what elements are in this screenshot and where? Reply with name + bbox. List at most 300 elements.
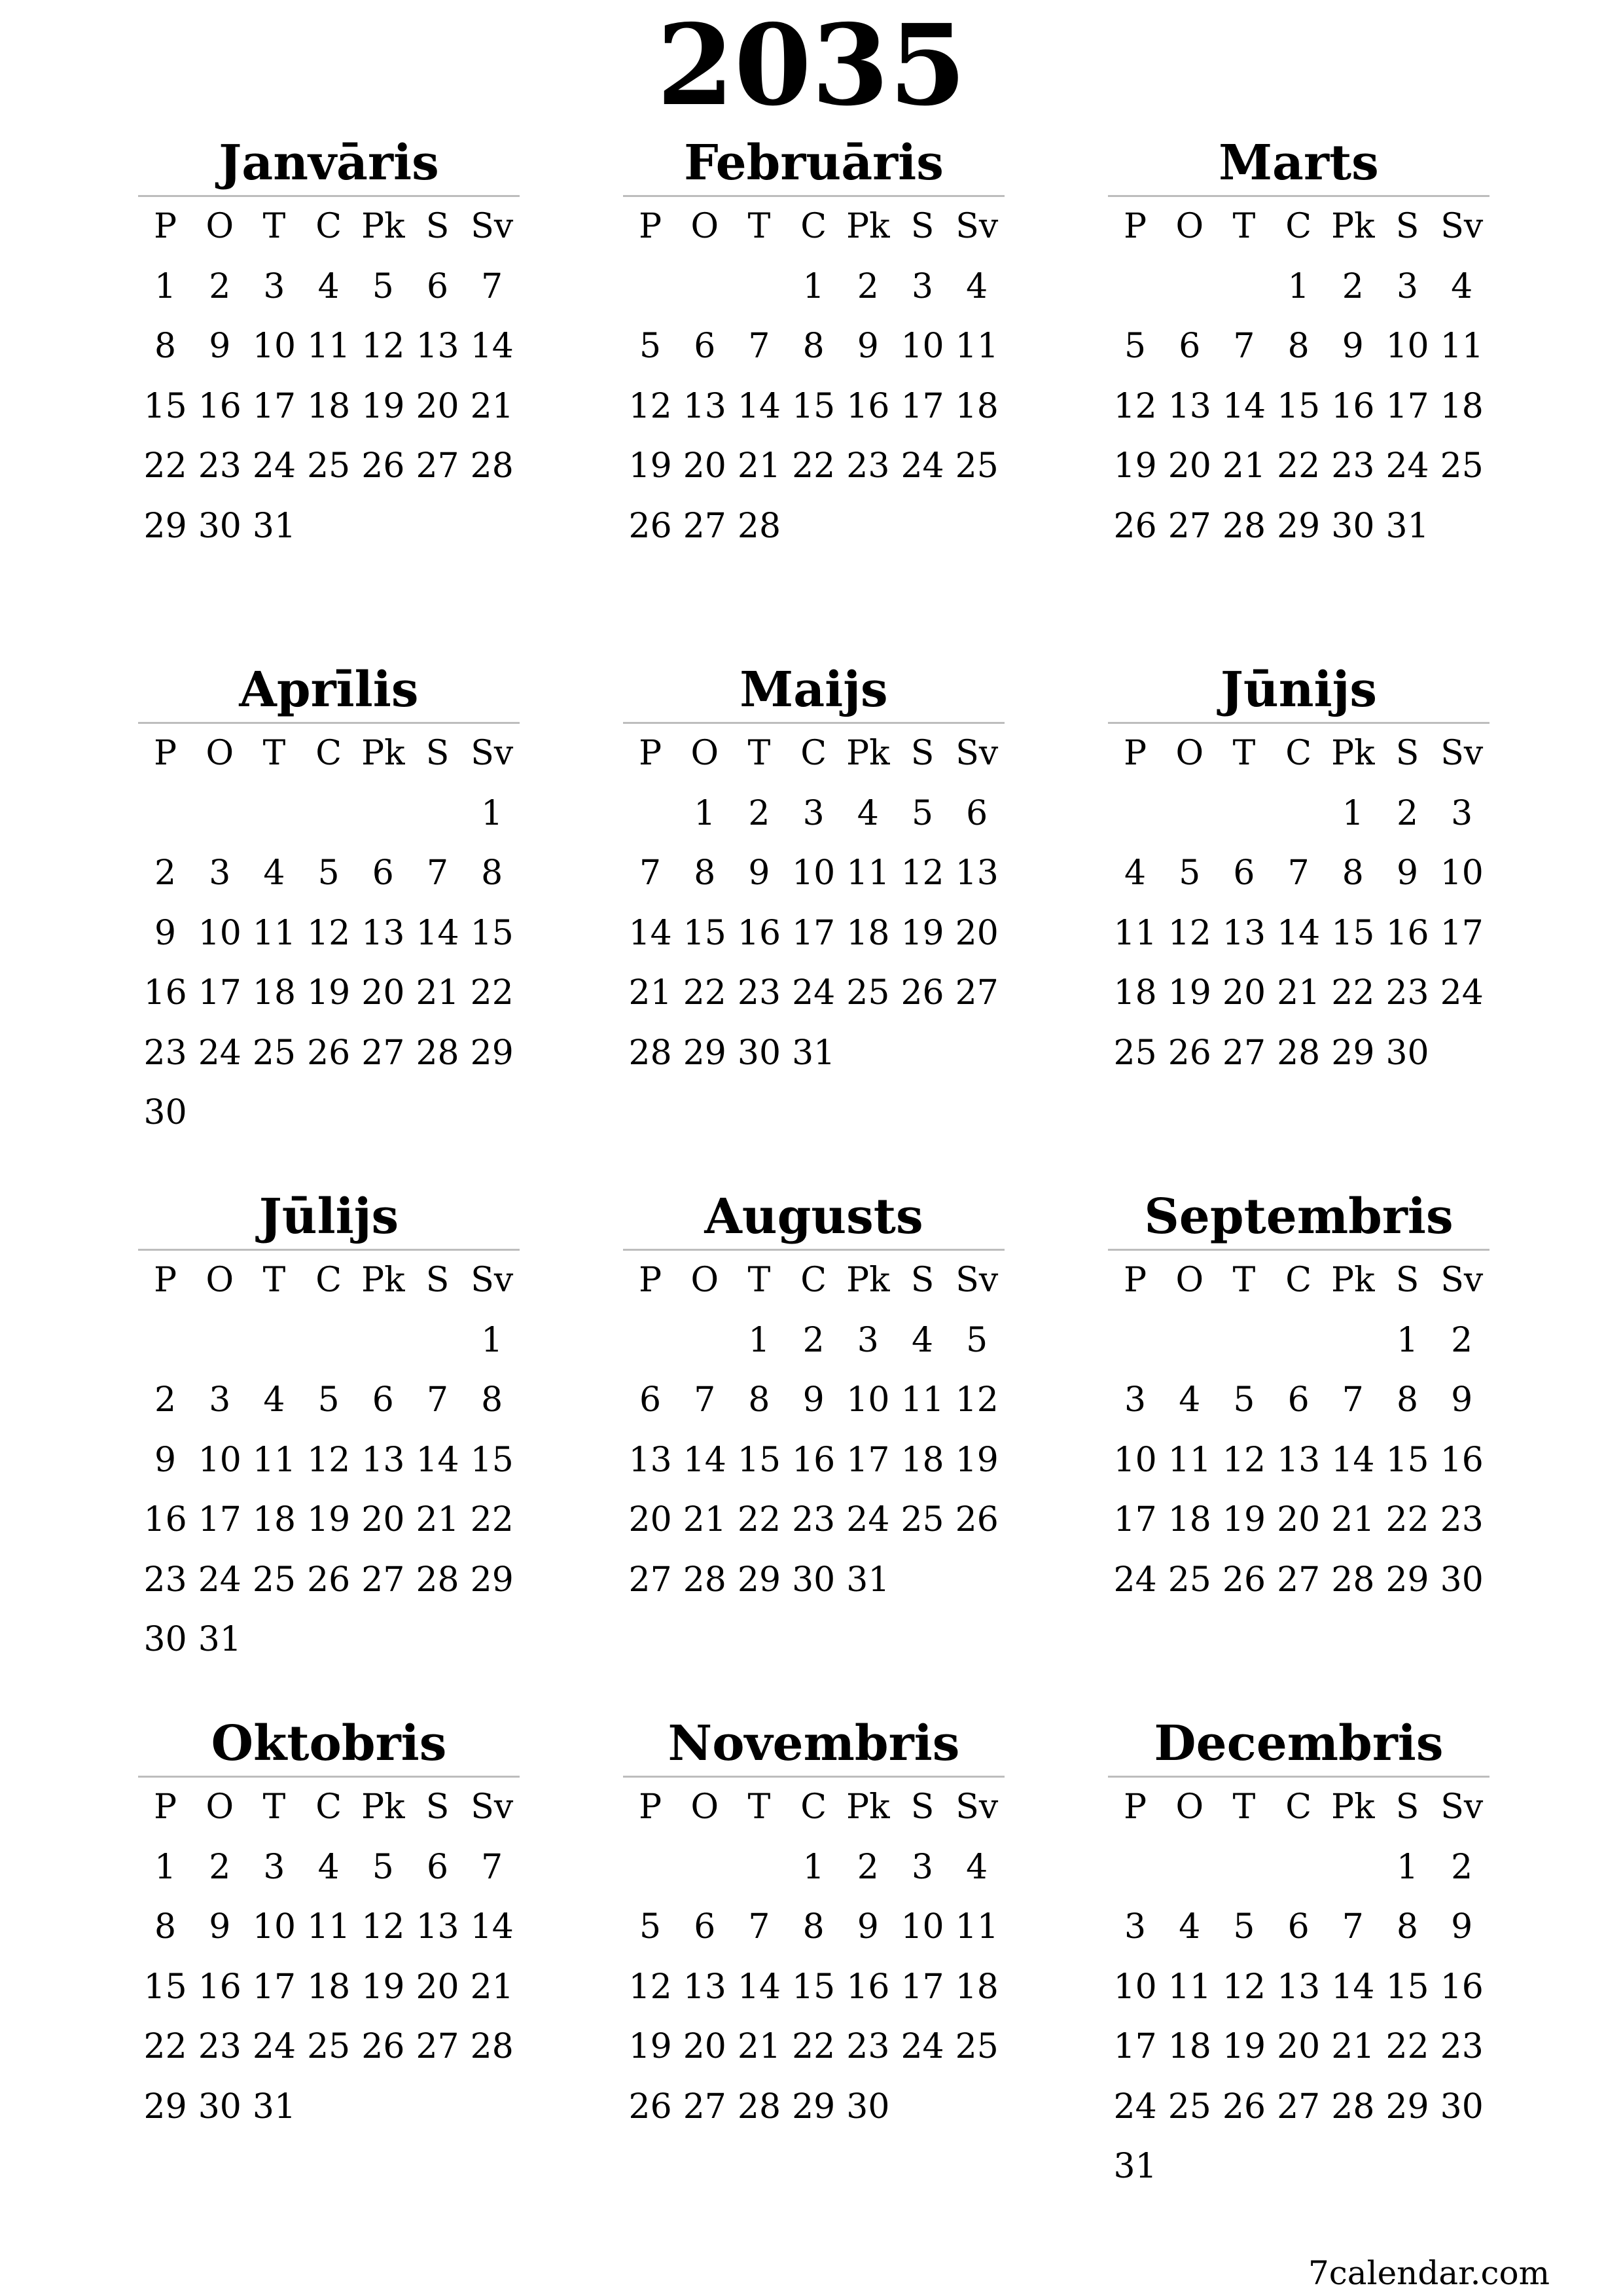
day-cell: 13 bbox=[683, 386, 726, 426]
day-cell: 29 bbox=[470, 1033, 514, 1073]
day-cell: 16 bbox=[1385, 913, 1429, 953]
day-cell: 8 bbox=[802, 1907, 825, 1946]
day-cell: 1 bbox=[154, 1847, 177, 1887]
weekday-header: Pk bbox=[846, 207, 890, 246]
weekday-header: T bbox=[747, 1787, 771, 1827]
day-cell: 5 bbox=[966, 1320, 988, 1360]
day-cell: 23 bbox=[792, 1500, 836, 1539]
day-cell: 10 bbox=[252, 327, 296, 366]
day-cell: 8 bbox=[481, 853, 503, 893]
day-cell: 24 bbox=[1440, 973, 1484, 1013]
day-cell: 30 bbox=[143, 1093, 187, 1132]
day-cell: 6 bbox=[1287, 1907, 1310, 1946]
month-block bbox=[1108, 1185, 1489, 1610]
day-cell: 3 bbox=[911, 266, 934, 306]
weekday-header: P bbox=[1124, 207, 1147, 246]
day-cell: 18 bbox=[955, 386, 999, 426]
day-cell: 30 bbox=[792, 1560, 836, 1600]
empty-day-cell bbox=[1162, 257, 1217, 317]
day-cell: 4 bbox=[1451, 266, 1473, 306]
day-cell: 6 bbox=[426, 1847, 449, 1887]
day-cell: 12 bbox=[307, 1440, 351, 1480]
day-cell: 4 bbox=[1179, 1907, 1201, 1946]
day-cell: 24 bbox=[198, 1033, 241, 1073]
day-cell: 1 bbox=[1396, 1847, 1419, 1887]
weekday-header: T bbox=[262, 1261, 286, 1300]
day-cell: 19 bbox=[628, 446, 672, 486]
weekday-header: Pk bbox=[361, 1787, 405, 1827]
weekday-header: O bbox=[1175, 207, 1204, 246]
weekday-header: Sv bbox=[471, 207, 514, 246]
day-cell: 3 bbox=[1396, 266, 1419, 306]
day-cell: 4 bbox=[857, 793, 879, 833]
weekday-header: Sv bbox=[1440, 734, 1484, 773]
weekday-header: C bbox=[1285, 1261, 1312, 1300]
day-cell: 4 bbox=[317, 266, 340, 306]
day-cell: 27 bbox=[1277, 2087, 1321, 2126]
day-cell: 22 bbox=[792, 2027, 836, 2066]
month-block bbox=[1108, 131, 1489, 556]
weekday-header: S bbox=[1395, 1261, 1419, 1300]
day-cell: 30 bbox=[1440, 1560, 1484, 1600]
day-cell: 28 bbox=[628, 1033, 672, 1073]
day-cell: 9 bbox=[154, 1440, 177, 1480]
day-cell: 10 bbox=[1385, 327, 1429, 366]
month-day-grid bbox=[138, 1778, 520, 2137]
day-cell: 2 bbox=[1451, 1847, 1473, 1887]
day-cell: 13 bbox=[361, 913, 405, 953]
day-cell: 19 bbox=[1222, 1500, 1266, 1539]
day-cell: 30 bbox=[198, 506, 241, 546]
day-cell: 5 bbox=[372, 1847, 394, 1887]
day-cell: 21 bbox=[628, 973, 672, 1013]
day-cell: 13 bbox=[1277, 1967, 1321, 2007]
day-cell: 8 bbox=[154, 1907, 177, 1946]
day-cell: 7 bbox=[1287, 853, 1310, 893]
day-cell: 4 bbox=[263, 853, 285, 893]
weekday-header: C bbox=[315, 207, 342, 246]
day-cell: 17 bbox=[198, 1500, 241, 1539]
day-cell: 14 bbox=[683, 1440, 726, 1480]
weekday-header: Sv bbox=[955, 734, 999, 773]
day-cell: 7 bbox=[639, 853, 662, 893]
day-cell: 10 bbox=[1113, 1440, 1157, 1480]
day-cell: 9 bbox=[748, 853, 770, 893]
day-cell: 3 bbox=[263, 1847, 285, 1887]
day-cell: 12 bbox=[361, 1907, 405, 1946]
day-cell: 23 bbox=[198, 2027, 241, 2066]
weekday-header: S bbox=[910, 1787, 935, 1827]
day-cell: 8 bbox=[748, 1380, 770, 1420]
day-cell: 17 bbox=[1385, 386, 1429, 426]
empty-day-cell bbox=[247, 784, 301, 844]
month-block bbox=[623, 1185, 1005, 1610]
day-cell: 8 bbox=[694, 853, 716, 893]
day-cell: 12 bbox=[1113, 386, 1157, 426]
weekday-header: O bbox=[690, 1261, 719, 1300]
day-cell: 25 bbox=[846, 973, 890, 1013]
day-cell: 4 bbox=[1179, 1380, 1201, 1420]
month-name: Marts bbox=[1108, 131, 1489, 197]
day-cell: 2 bbox=[154, 853, 177, 893]
day-cell: 6 bbox=[1233, 853, 1255, 893]
day-cell: 1 bbox=[1342, 793, 1364, 833]
day-cell: 28 bbox=[1222, 506, 1266, 546]
weekday-header: O bbox=[1175, 1261, 1204, 1300]
empty-day-cell bbox=[410, 784, 465, 844]
month-name: Novembris bbox=[623, 1712, 1005, 1778]
day-cell: 29 bbox=[1277, 506, 1321, 546]
weekday-header: O bbox=[1175, 734, 1204, 773]
day-cell: 17 bbox=[1440, 913, 1484, 953]
weekday-header: S bbox=[1395, 734, 1419, 773]
day-cell: 16 bbox=[198, 1967, 241, 2007]
day-cell: 18 bbox=[1168, 2027, 1211, 2066]
day-cell: 2 bbox=[1451, 1320, 1473, 1360]
day-cell: 21 bbox=[1331, 1500, 1375, 1539]
day-cell: 29 bbox=[683, 1033, 726, 1073]
day-cell: 29 bbox=[737, 1560, 781, 1600]
weekday-header: Sv bbox=[955, 1261, 999, 1300]
weekday-header: O bbox=[205, 1261, 234, 1300]
empty-day-cell bbox=[410, 1311, 465, 1371]
empty-day-cell bbox=[1162, 1838, 1217, 1898]
day-cell: 25 bbox=[252, 1560, 296, 1600]
day-cell: 31 bbox=[252, 2087, 296, 2126]
day-cell: 1 bbox=[694, 793, 716, 833]
day-cell: 17 bbox=[252, 1967, 296, 2007]
day-cell: 12 bbox=[901, 853, 944, 893]
day-cell: 29 bbox=[792, 2087, 836, 2126]
day-cell: 4 bbox=[966, 1847, 988, 1887]
empty-day-cell bbox=[1272, 784, 1326, 844]
day-cell: 19 bbox=[307, 973, 351, 1013]
day-cell: 1 bbox=[802, 1847, 825, 1887]
month-block bbox=[138, 1185, 520, 1670]
day-cell: 3 bbox=[911, 1847, 934, 1887]
empty-day-cell bbox=[732, 1838, 786, 1898]
empty-day-cell bbox=[192, 1311, 247, 1371]
day-cell: 27 bbox=[361, 1560, 405, 1600]
day-cell: 18 bbox=[252, 973, 296, 1013]
day-cell: 12 bbox=[955, 1380, 999, 1420]
day-cell: 27 bbox=[628, 1560, 672, 1600]
day-cell: 19 bbox=[361, 386, 405, 426]
day-cell: 21 bbox=[470, 386, 514, 426]
empty-day-cell bbox=[247, 1311, 301, 1371]
day-cell: 28 bbox=[683, 1560, 726, 1600]
day-cell: 7 bbox=[1342, 1907, 1364, 1946]
day-cell: 18 bbox=[307, 386, 351, 426]
month-name: Septembris bbox=[1108, 1185, 1489, 1251]
day-cell: 30 bbox=[1385, 1033, 1429, 1073]
weekday-header: O bbox=[690, 207, 719, 246]
day-cell: 20 bbox=[1222, 973, 1266, 1013]
weekday-header: O bbox=[690, 734, 719, 773]
day-cell: 4 bbox=[1124, 853, 1147, 893]
day-cell: 13 bbox=[416, 1907, 459, 1946]
day-cell: 6 bbox=[639, 1380, 662, 1420]
day-cell: 6 bbox=[694, 327, 716, 366]
weekday-header: P bbox=[154, 1787, 177, 1827]
empty-day-cell bbox=[623, 257, 677, 317]
day-cell: 10 bbox=[901, 327, 944, 366]
day-cell: 13 bbox=[1277, 1440, 1321, 1480]
weekday-header: T bbox=[262, 734, 286, 773]
day-cell: 15 bbox=[683, 913, 726, 953]
day-cell: 28 bbox=[416, 1033, 459, 1073]
day-cell: 3 bbox=[1124, 1380, 1147, 1420]
weekday-header: Sv bbox=[1440, 207, 1484, 246]
day-cell: 3 bbox=[802, 793, 825, 833]
weekday-header: C bbox=[315, 1261, 342, 1300]
month-name: Augusts bbox=[623, 1185, 1005, 1251]
day-cell: 19 bbox=[1222, 2027, 1266, 2066]
day-cell: 9 bbox=[857, 327, 879, 366]
day-cell: 29 bbox=[143, 2087, 187, 2126]
day-cell: 5 bbox=[911, 793, 934, 833]
weekday-header: P bbox=[639, 1787, 662, 1827]
weekday-header: P bbox=[1124, 1787, 1147, 1827]
month-block bbox=[623, 658, 1005, 1083]
day-cell: 15 bbox=[792, 1967, 836, 2007]
day-cell: 20 bbox=[628, 1500, 672, 1539]
month-day-grid bbox=[138, 197, 520, 556]
day-cell: 18 bbox=[955, 1967, 999, 2007]
day-cell: 27 bbox=[361, 1033, 405, 1073]
day-cell: 6 bbox=[1179, 327, 1201, 366]
weekday-header: Sv bbox=[955, 207, 999, 246]
day-cell: 25 bbox=[252, 1033, 296, 1073]
day-cell: 12 bbox=[361, 327, 405, 366]
day-cell: 25 bbox=[307, 2027, 351, 2066]
weekday-header: S bbox=[1395, 207, 1419, 246]
day-cell: 5 bbox=[639, 327, 662, 366]
day-cell: 6 bbox=[694, 1907, 716, 1946]
day-cell: 11 bbox=[955, 1907, 999, 1946]
day-cell: 19 bbox=[1168, 973, 1211, 1013]
day-cell: 2 bbox=[209, 266, 231, 306]
day-cell: 14 bbox=[628, 913, 672, 953]
weekday-header: Sv bbox=[471, 1787, 514, 1827]
day-cell: 5 bbox=[1179, 853, 1201, 893]
day-cell: 24 bbox=[846, 1500, 890, 1539]
month-name: Jūlijs bbox=[138, 1185, 520, 1251]
day-cell: 22 bbox=[1331, 973, 1375, 1013]
day-cell: 23 bbox=[1440, 1500, 1484, 1539]
day-cell: 17 bbox=[198, 973, 241, 1013]
day-cell: 3 bbox=[1124, 1907, 1147, 1946]
year-title: 2035 bbox=[656, 0, 967, 131]
weekday-header: C bbox=[1285, 734, 1312, 773]
day-cell: 21 bbox=[683, 1500, 726, 1539]
day-cell: 17 bbox=[1113, 2027, 1157, 2066]
month-name: Janvāris bbox=[138, 131, 520, 197]
day-cell: 28 bbox=[416, 1560, 459, 1600]
day-cell: 25 bbox=[901, 1500, 944, 1539]
day-cell: 23 bbox=[737, 973, 781, 1013]
day-cell: 27 bbox=[683, 2087, 726, 2126]
empty-day-cell bbox=[1272, 1838, 1326, 1898]
month-name: Oktobris bbox=[138, 1712, 520, 1778]
weekday-header: P bbox=[639, 1261, 662, 1300]
day-cell: 16 bbox=[198, 386, 241, 426]
weekday-header: S bbox=[425, 1261, 450, 1300]
day-cell: 10 bbox=[846, 1380, 890, 1420]
day-cell: 5 bbox=[1124, 327, 1147, 366]
empty-day-cell bbox=[732, 257, 786, 317]
weekday-header: P bbox=[639, 734, 662, 773]
day-cell: 11 bbox=[1168, 1440, 1211, 1480]
day-cell: 28 bbox=[1277, 1033, 1321, 1073]
day-cell: 23 bbox=[1385, 973, 1429, 1013]
month-name: Jūnijs bbox=[1108, 658, 1489, 724]
weekday-header: P bbox=[154, 207, 177, 246]
day-cell: 23 bbox=[143, 1560, 187, 1600]
day-cell: 1 bbox=[481, 793, 503, 833]
weekday-header: C bbox=[315, 1787, 342, 1827]
day-cell: 16 bbox=[1440, 1440, 1484, 1480]
day-cell: 9 bbox=[1451, 1907, 1473, 1946]
day-cell: 31 bbox=[792, 1033, 836, 1073]
day-cell: 12 bbox=[307, 913, 351, 953]
day-cell: 15 bbox=[1385, 1440, 1429, 1480]
day-cell: 15 bbox=[470, 913, 514, 953]
day-cell: 30 bbox=[143, 1620, 187, 1659]
day-cell: 31 bbox=[1113, 2147, 1157, 2186]
day-cell: 20 bbox=[1168, 446, 1211, 486]
day-cell: 8 bbox=[1342, 853, 1364, 893]
day-cell: 5 bbox=[639, 1907, 662, 1946]
weekday-header: T bbox=[1232, 1787, 1256, 1827]
day-cell: 24 bbox=[252, 2027, 296, 2066]
weekday-header: P bbox=[154, 1261, 177, 1300]
weekday-header: Pk bbox=[361, 207, 405, 246]
day-cell: 18 bbox=[252, 1500, 296, 1539]
day-cell: 23 bbox=[198, 446, 241, 486]
day-cell: 2 bbox=[802, 1320, 825, 1360]
weekday-header: T bbox=[262, 207, 286, 246]
day-cell: 16 bbox=[143, 973, 187, 1013]
weekday-header: Pk bbox=[361, 734, 405, 773]
empty-day-cell bbox=[1326, 1838, 1380, 1898]
day-cell: 14 bbox=[470, 327, 514, 366]
month-name: Maijs bbox=[623, 658, 1005, 724]
day-cell: 9 bbox=[857, 1907, 879, 1946]
day-cell: 1 bbox=[154, 266, 177, 306]
empty-day-cell bbox=[356, 1311, 410, 1371]
weekday-header: Sv bbox=[471, 1261, 514, 1300]
day-cell: 9 bbox=[209, 327, 231, 366]
empty-day-cell bbox=[1162, 1311, 1217, 1371]
day-cell: 26 bbox=[361, 446, 405, 486]
day-cell: 22 bbox=[1385, 2027, 1429, 2066]
day-cell: 23 bbox=[846, 2027, 890, 2066]
day-cell: 18 bbox=[1113, 973, 1157, 1013]
day-cell: 17 bbox=[901, 1967, 944, 2007]
empty-day-cell bbox=[1217, 257, 1271, 317]
day-cell: 21 bbox=[1277, 973, 1321, 1013]
empty-day-cell bbox=[1217, 1838, 1271, 1898]
weekday-header: C bbox=[315, 734, 342, 773]
day-cell: 7 bbox=[748, 1907, 770, 1946]
day-cell: 25 bbox=[1168, 2087, 1211, 2126]
day-cell: 24 bbox=[198, 1560, 241, 1600]
day-cell: 10 bbox=[198, 1440, 241, 1480]
day-cell: 25 bbox=[1113, 1033, 1157, 1073]
day-cell: 3 bbox=[209, 1380, 231, 1420]
day-cell: 19 bbox=[628, 2027, 672, 2066]
weekday-header: S bbox=[425, 207, 450, 246]
day-cell: 30 bbox=[846, 2087, 890, 2126]
weekday-header: Sv bbox=[955, 1787, 999, 1827]
day-cell: 4 bbox=[911, 1320, 934, 1360]
day-cell: 3 bbox=[857, 1320, 879, 1360]
day-cell: 5 bbox=[1233, 1380, 1255, 1420]
month-day-grid bbox=[1108, 1778, 1489, 2197]
day-cell: 22 bbox=[1385, 1500, 1429, 1539]
day-cell: 2 bbox=[154, 1380, 177, 1420]
month-day-grid bbox=[1108, 197, 1489, 556]
day-cell: 19 bbox=[955, 1440, 999, 1480]
day-cell: 5 bbox=[1233, 1907, 1255, 1946]
month-block bbox=[138, 1712, 520, 2137]
day-cell: 11 bbox=[901, 1380, 944, 1420]
day-cell: 13 bbox=[628, 1440, 672, 1480]
day-cell: 14 bbox=[1331, 1967, 1375, 2007]
weekday-header: O bbox=[1175, 1787, 1204, 1827]
empty-day-cell bbox=[302, 784, 356, 844]
month-day-grid bbox=[623, 197, 1005, 556]
day-cell: 2 bbox=[857, 266, 879, 306]
month-day-grid bbox=[1108, 1251, 1489, 1610]
day-cell: 30 bbox=[1331, 506, 1375, 546]
day-cell: 29 bbox=[1331, 1033, 1375, 1073]
day-cell: 1 bbox=[1396, 1320, 1419, 1360]
day-cell: 22 bbox=[143, 2027, 187, 2066]
day-cell: 8 bbox=[1396, 1380, 1419, 1420]
day-cell: 11 bbox=[252, 913, 296, 953]
day-cell: 24 bbox=[1385, 446, 1429, 486]
day-cell: 11 bbox=[955, 327, 999, 366]
day-cell: 22 bbox=[792, 446, 836, 486]
weekday-header: T bbox=[747, 207, 771, 246]
day-cell: 28 bbox=[470, 446, 514, 486]
day-cell: 23 bbox=[1331, 446, 1375, 486]
weekday-header: T bbox=[1232, 1261, 1256, 1300]
day-cell: 30 bbox=[737, 1033, 781, 1073]
day-cell: 29 bbox=[1385, 1560, 1429, 1600]
day-cell: 26 bbox=[1222, 1560, 1266, 1600]
day-cell: 22 bbox=[143, 446, 187, 486]
day-cell: 5 bbox=[372, 266, 394, 306]
day-cell: 22 bbox=[470, 973, 514, 1013]
month-day-grid bbox=[623, 724, 1005, 1083]
day-cell: 7 bbox=[748, 327, 770, 366]
day-cell: 28 bbox=[470, 2027, 514, 2066]
day-cell: 8 bbox=[802, 327, 825, 366]
day-cell: 16 bbox=[737, 913, 781, 953]
weekday-header: P bbox=[639, 207, 662, 246]
day-cell: 23 bbox=[143, 1033, 187, 1073]
day-cell: 19 bbox=[361, 1967, 405, 2007]
day-cell: 11 bbox=[846, 853, 890, 893]
empty-day-cell bbox=[623, 1838, 677, 1898]
day-cell: 12 bbox=[1222, 1967, 1266, 2007]
weekday-header: Pk bbox=[846, 1261, 890, 1300]
day-cell: 9 bbox=[1342, 327, 1364, 366]
weekday-header: C bbox=[1285, 1787, 1312, 1827]
